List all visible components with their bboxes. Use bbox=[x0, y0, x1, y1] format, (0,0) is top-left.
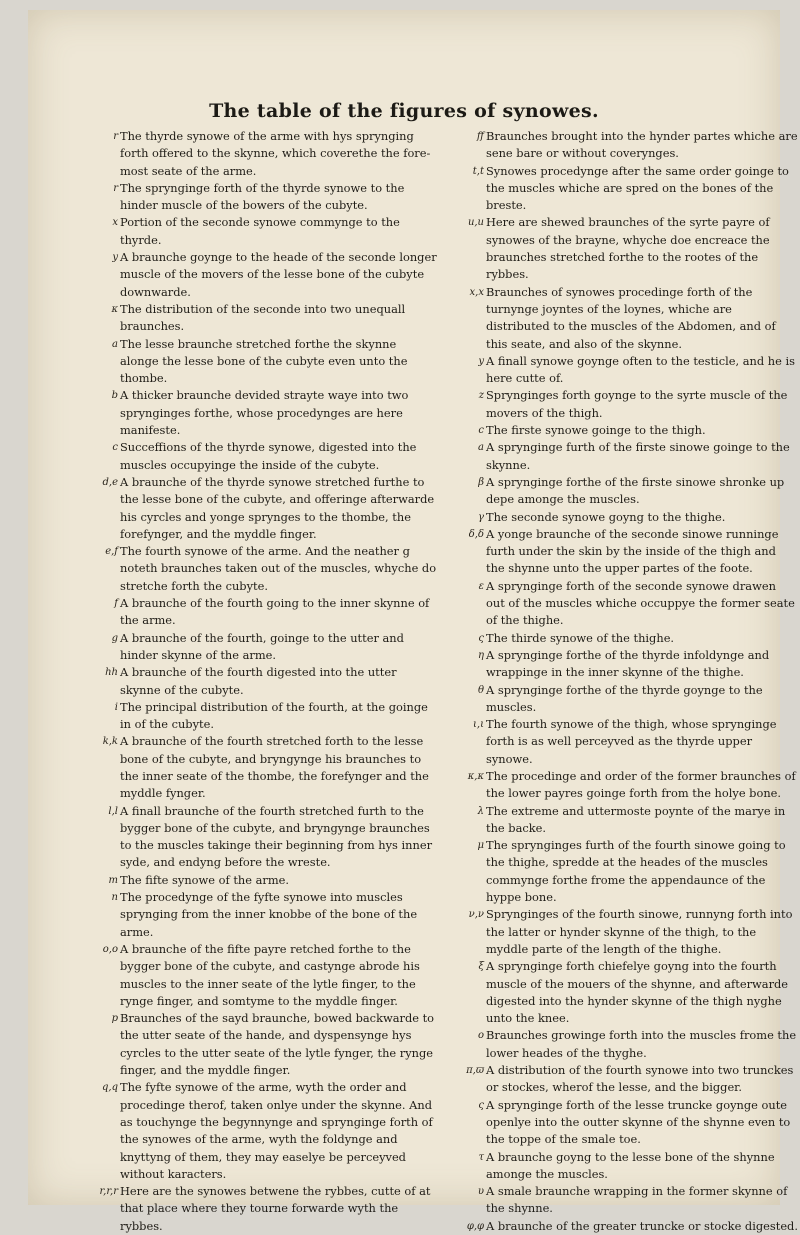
legend-entry bbox=[458, 1062, 798, 1097]
legend-entry bbox=[458, 163, 798, 215]
legend-key: ε bbox=[478, 580, 484, 592]
legend-entry bbox=[458, 1149, 798, 1184]
legend-key: π,ϖ bbox=[466, 1065, 484, 1077]
legend-key: ξ bbox=[478, 961, 484, 973]
legend-entry bbox=[458, 837, 798, 906]
legend-key: κ bbox=[111, 303, 118, 315]
legend-text: A distribution of the fourth synowe into two trunckes or stockes, wherof the lesse, and the bigger. bbox=[486, 1063, 794, 1095]
legend-text: The fourth synowe of the arme. And the neather g noteth braunches taken out of the muscles, whyche do stretche forth the cubyte. bbox=[120, 544, 437, 593]
legend-entry bbox=[92, 474, 437, 543]
left-column bbox=[92, 128, 437, 1235]
legend-entry bbox=[458, 509, 798, 526]
legend-entry bbox=[458, 214, 798, 283]
legend-text: A sprynginge forth chiefelye goyng into the fourth muscle of the mouers of the shynne, and afterwarde digested into the hynder skynne of the thigh nyghe unto the knee. bbox=[486, 959, 789, 1026]
legend-text: A finall braunche of the fourth stretched furth to the bygger bone of the cubyte, and bryngynge braunches to the muscles takinge their beginning from hys inner syde, and endyng before the wreste. bbox=[120, 803, 433, 870]
legend-entry bbox=[458, 578, 798, 630]
legend-key: n bbox=[111, 892, 118, 904]
legend-text: Here are shewed braunches of the syrte payre of synowes of the brayne, whyche doe encreace the braunches stretched forthe to the rootes of the rybbes. bbox=[486, 215, 770, 282]
legend-text: A sprynginge forthe of the thyrde goynge to the muscles. bbox=[486, 682, 763, 714]
legend-entry bbox=[92, 630, 437, 665]
legend-entry bbox=[92, 128, 437, 180]
legend-key: o,o bbox=[102, 943, 118, 955]
legend-entry bbox=[458, 682, 798, 717]
legend-key: μ bbox=[477, 840, 484, 852]
legend-entry bbox=[458, 716, 798, 768]
legend-entry bbox=[92, 664, 437, 699]
legend-text: The procedinge and order of the former braunches of the lower payres goinge forth from the holye bone. bbox=[486, 768, 796, 801]
legend-key: θ bbox=[477, 684, 484, 696]
legend-text: A braunche of the fourth, goinge to the utter and hinder skynne of the arme. bbox=[120, 630, 404, 662]
legend-text: The lesse braunche stretched forthe the skynne alonge the lesse bone of the cubyte even unto the thombe. bbox=[120, 336, 408, 386]
legend-key: ff bbox=[476, 131, 484, 142]
legend-text: The sprynginges furth of the fourth sinowe going to the thighe, spredde at the heades of the muscles commynge forthe frome the appendaunce of the hyppe bone. bbox=[486, 838, 786, 905]
legend-text: A braunche of the thyrde synowe stretched furthe to the lesse bone of the cubyte, and offeringe afterwarde his cyrcles and yonge sprynges to the thombe, the forefynger, and the myddle finger. bbox=[120, 474, 435, 541]
legend-text: A finall synowe goynge often to the testicle, and he is here cutte of. bbox=[486, 353, 795, 386]
legend-text: The distribution of the seconde into two unequall braunches. bbox=[120, 301, 406, 334]
legend-key: τ bbox=[478, 1151, 484, 1163]
legend-text: Succeffions of the thyrde synowe, digested into the muscles occupyinge the inside of the cubyte. bbox=[120, 440, 417, 472]
legend-entry bbox=[92, 439, 437, 474]
legend-entry bbox=[92, 941, 437, 1010]
legend-entry bbox=[458, 647, 798, 682]
legend-entry bbox=[458, 630, 798, 647]
legend-key: f bbox=[114, 598, 118, 610]
legend-entry bbox=[458, 958, 798, 1027]
legend-entry bbox=[458, 387, 798, 422]
legend-key: t,t bbox=[472, 165, 484, 177]
legend-text: Synowes procedynge after the same order goinge to the muscles whiche are spred on the bones of the breste. bbox=[486, 163, 789, 213]
legend-text: The fyfte synowe of the arme, wyth the order and procedinge therof, taken onlye under the skynne. And as touchynge the begynnynge and sprynginge forth of the synowes of the arme, wyth the foldynge and knyttyng of them, they may easelye be perceyved without karacters. bbox=[120, 1080, 433, 1181]
legend-key: x bbox=[112, 217, 118, 229]
legend-entry bbox=[92, 180, 437, 215]
legend-key: b bbox=[111, 390, 118, 402]
legend-text: The thirde synowe of the thighe. bbox=[486, 630, 675, 645]
legend-entry bbox=[92, 387, 437, 439]
legend-entry bbox=[92, 872, 437, 889]
legend-key: i bbox=[114, 701, 118, 713]
legend-key: γ bbox=[478, 511, 484, 523]
legend-key: ς bbox=[478, 632, 484, 644]
legend-key: m bbox=[108, 874, 118, 886]
legend-key: u,u bbox=[467, 217, 484, 229]
legend-text: Sprynginges forth goynge to the syrte muscle of the movers of the thigh. bbox=[486, 388, 788, 420]
legend-entry bbox=[458, 422, 798, 439]
legend-entry bbox=[458, 474, 798, 509]
legend-text: A sprynginge forthe of the thyrde infoldynge and wrappinge in the inner skynne of the thighe. bbox=[486, 647, 770, 680]
legend-key: φ,φ bbox=[466, 1220, 484, 1232]
legend-key: c bbox=[478, 425, 484, 437]
legend-key: a bbox=[112, 338, 118, 350]
legend-entry bbox=[458, 906, 798, 958]
legend-key: r bbox=[113, 182, 118, 194]
legend-key: ι,ι bbox=[472, 719, 484, 731]
legend-text: The fourth synowe of the thigh, whose sprynginge forth is as well perceyved as the thyrde upper synowe. bbox=[486, 717, 777, 766]
legend-text: A braunche goyng to the lesse bone of the shynne amonge the muscles. bbox=[486, 1149, 775, 1181]
legend-entry bbox=[92, 889, 437, 941]
legend-text: A braunche of the fourth stretched forth to the lesse bone of the cubyte, and bryngynge his braunches to the inner seate of the thombe, the forefynger and the myddle fynger. bbox=[120, 734, 429, 801]
legend-entry bbox=[458, 439, 798, 474]
legend-text: The extreme and uttermoste poynte of the marye in the backe. bbox=[486, 803, 786, 835]
legend-key: y bbox=[478, 355, 484, 367]
legend-entry bbox=[458, 128, 798, 163]
legend-key: r,r,r bbox=[99, 1186, 118, 1198]
legend-key: z bbox=[478, 390, 484, 402]
legend-text: A braunche of the greater truncke or stocke digested. bbox=[486, 1218, 798, 1233]
legend-text: A sprynginge forth of the lesse truncke goynge oute openlye into the outter skynne of the shynne even to the toppe of the smale toe. bbox=[486, 1097, 791, 1147]
legend-key: κ,κ bbox=[467, 770, 484, 782]
legend-key: ς bbox=[478, 1099, 484, 1111]
legend-entry bbox=[92, 1010, 437, 1079]
legend-entry bbox=[92, 301, 437, 336]
right-column bbox=[458, 128, 798, 1235]
legend-entry bbox=[92, 595, 437, 630]
legend-key: δ,δ bbox=[468, 528, 484, 540]
legend-text: The fifte synowe of the arme. bbox=[120, 872, 290, 887]
legend-entry bbox=[92, 1079, 437, 1183]
legend-text: A thicker braunche devided strayte waye into two sprynginges forthe, whose procedynges are here manifeste. bbox=[120, 388, 409, 438]
legend-text: The procedynge of the fyfte synowe into muscles sprynging from the inner knobbe of the bone of the arme. bbox=[120, 890, 418, 939]
legend-text: The sprynginge forth of the thyrde synowe to the hinder muscle of the bowers of the cubyte. bbox=[120, 180, 405, 213]
legend-text: A braunche of the fifte payre retched forthe to the bygger bone of the cubyte, and castynge abrode his muscles to the inner seate of the lytle finger, to the rynge finger, and somtyme to the myddle finger. bbox=[120, 941, 420, 1008]
legend-text: A braunche of the fourth going to the inner skynne of the arme. bbox=[120, 596, 430, 628]
legend-entry bbox=[458, 803, 798, 838]
legend-entry bbox=[92, 214, 437, 249]
legend-key: λ bbox=[477, 805, 484, 817]
legend-entry bbox=[92, 699, 437, 734]
legend-entry bbox=[458, 353, 798, 388]
legend-key: k,k bbox=[102, 736, 118, 748]
legend-text: Braunches growinge forth into the muscles frome the lower heades of the thyghe. bbox=[486, 1028, 797, 1060]
legend-entry bbox=[458, 1183, 798, 1218]
legend-text: Braunches brought into the hynder partes whiche are sene bare or without coverynges. bbox=[486, 129, 798, 161]
legend-text: A braunche of the fourth digested into the utter skynne of the cubyte. bbox=[120, 665, 397, 697]
legend-text: The seconde synowe goyng to the thighe. bbox=[486, 509, 726, 524]
legend-key: x,x bbox=[469, 286, 484, 298]
legend-key: a bbox=[478, 442, 484, 454]
legend-text: A sprynginge forthe of the firste sinowe shronke up depe amonge the muscles. bbox=[486, 474, 785, 507]
legend-text: The firste synowe goinge to the thigh. bbox=[486, 423, 706, 438]
legend-key: ο bbox=[477, 1030, 484, 1042]
legend-entry bbox=[92, 336, 437, 388]
legend-text: A smale braunche wrapping in the former skynne of the shynne. bbox=[486, 1184, 788, 1216]
legend-entry bbox=[92, 249, 437, 301]
legend-entry bbox=[458, 1218, 798, 1235]
legend-text: The principal distribution of the fourth, at the goinge in of the cubyte. bbox=[120, 699, 428, 732]
legend-text: A yonge braunche of the seconde sinowe runninge furth under the skin by the inside of the thigh and the shynne unto the upper partes of the foote. bbox=[486, 526, 779, 576]
legend-text: Sprynginges of the fourth sinowe, runnyng forth into the latter or hynder skynne of the thigh, to the myddle parte of the length of the thighe. bbox=[486, 907, 793, 956]
legend-key: e,f bbox=[105, 546, 118, 558]
legend-text: Braunches of synowes procedinge forth of the turnynge joyntes of the loynes, whiche are distributed to the muscles of the Abdomen, and of this seate, and also of the skynne. bbox=[486, 284, 776, 351]
legend-entry bbox=[92, 803, 437, 872]
legend-key: ν,ν bbox=[468, 909, 484, 921]
legend-key: r bbox=[113, 131, 118, 142]
legend-key: q,q bbox=[102, 1082, 118, 1094]
legend-text: Portion of the seconde synowe commynge to the thyrde. bbox=[120, 215, 400, 247]
legend-text: A sprynginge forth of the seconde synowe drawen out of the muscles whiche occuppye the former seate of the thighe. bbox=[486, 578, 795, 628]
legend-entry bbox=[458, 768, 798, 803]
page-title: The table of the figures of synowes. bbox=[209, 100, 599, 122]
legend-key: y bbox=[112, 252, 118, 264]
legend-entry bbox=[458, 1097, 798, 1149]
legend-text: Braunches of the sayd braunche, bowed backwarde to the utter seate of the hande, and dyspensynge hys cyrcles to the utter seate of the lytle fynger, the rynge finger, and the myddle finger. bbox=[120, 1011, 435, 1078]
legend-entry bbox=[458, 526, 798, 578]
legend-entry bbox=[458, 1027, 798, 1062]
legend-key: c bbox=[112, 442, 118, 454]
legend-text: A sprynginge furth of the firste sinowe goinge to the skynne. bbox=[486, 440, 790, 472]
legend-entry bbox=[92, 1183, 437, 1235]
legend-key: υ bbox=[477, 1186, 484, 1198]
legend-text: The thyrde synowe of the arme with hys sprynging forth offered to the skynne, which coverethe the fore-most seate of the arme. bbox=[120, 129, 431, 178]
legend-text: A braunche goynge to the heade of the seconde longer muscle of the movers of the lesse bone of the cubyte downwarde. bbox=[120, 250, 437, 299]
legend-entry bbox=[92, 733, 437, 802]
legend-key: p bbox=[111, 1013, 118, 1025]
legend-key: β bbox=[478, 476, 484, 488]
legend-key: η bbox=[478, 649, 484, 661]
legend-key: g bbox=[111, 632, 118, 644]
legend-entry bbox=[92, 543, 437, 595]
legend-key: hh bbox=[105, 667, 118, 679]
legend-entry bbox=[458, 284, 798, 353]
legend-text: Here are the synowes betwene the rybbes, cutte of at that place where they tourne forwarde wyth the rybbes. bbox=[120, 1184, 431, 1233]
legend-key: d,e bbox=[102, 476, 118, 488]
book-page bbox=[28, 10, 798, 1233]
legend-key: l,l bbox=[108, 805, 118, 817]
